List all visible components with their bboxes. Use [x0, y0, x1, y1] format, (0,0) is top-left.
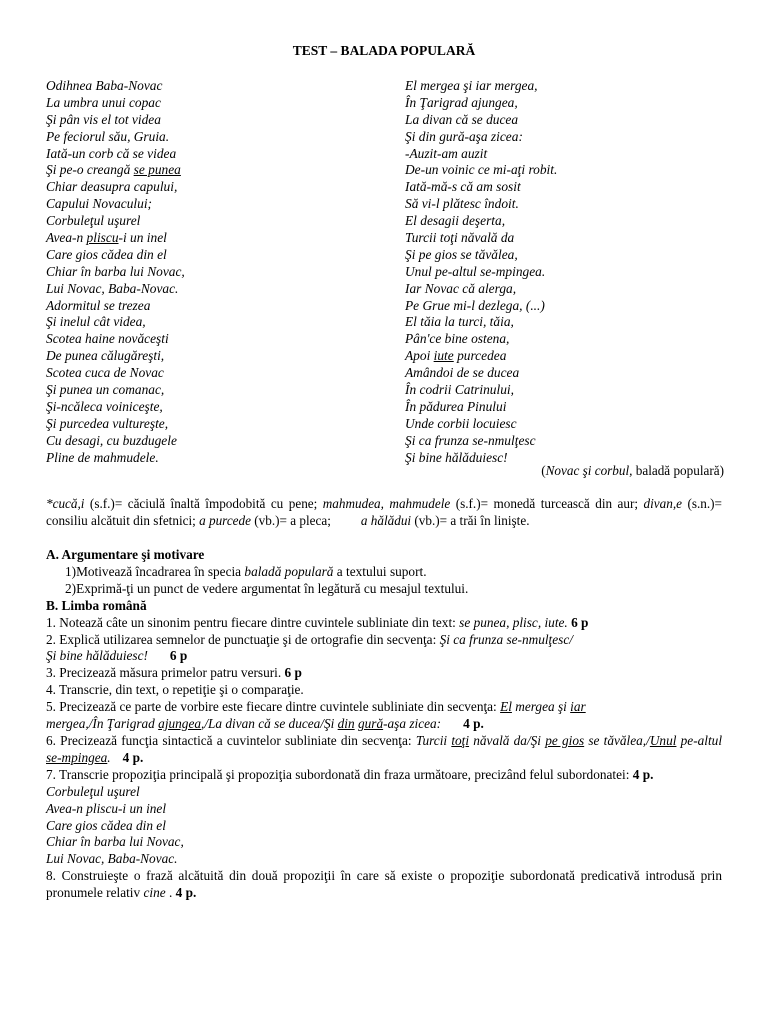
poem-line: -Auzit-am auzit	[405, 145, 488, 161]
source-title: Novac şi corbul,	[545, 463, 633, 478]
gloss-def: (vb.)= a pleca;	[250, 513, 331, 528]
poem-line: Iată-mă-s că am sosit	[405, 179, 521, 195]
gloss-def: (vb.)= a trăi în linişte.	[411, 513, 530, 528]
verse-line: Avea-n pliscu-i un inel	[46, 800, 167, 816]
poem-source	[541, 463, 724, 480]
poem-line: Capului Novacului;	[46, 196, 153, 212]
poem-line: Lui Novac, Baba-Novac.	[46, 280, 179, 296]
poem-line: El desagii deşerta,	[405, 213, 506, 229]
poem-line: El mergea şi iar mergea,	[405, 78, 538, 93]
poem-line: De-un voinic ce mi-aţi robit.	[405, 162, 558, 178]
question-a2: 2)Exprimă-ţi un punct de vedere argumentat în legătură cu mesajul textului.	[65, 580, 469, 596]
poem-line: Unde corbii locuiesc	[405, 415, 517, 431]
poem-line: Care gios cădea din el	[46, 246, 167, 262]
gloss-def: (s.f.)= monedă turcească din aur;	[450, 496, 644, 511]
poem-line: Avea-n pliscu-i un inel	[46, 230, 167, 246]
poem-line: Iată-un corb că se videa	[46, 145, 177, 161]
question-b4: 4. Transcrie, din text, o repetiţie şi o comparaţie.	[46, 682, 304, 698]
poem-line: Pân'ce bine ostena,	[405, 331, 510, 347]
poem-line: Chiar deasupra capului,	[46, 179, 178, 195]
poem-line: El tăia la turci, tăia,	[405, 314, 514, 330]
poem-left-column	[46, 78, 185, 466]
poem-line: Chiar în barba lui Novac,	[46, 263, 185, 279]
page-title: TEST – BALADA POPULARĂ	[292, 43, 476, 58]
question-b7-verses	[46, 784, 722, 869]
gloss-word: mahmudea, mahmudele	[322, 496, 451, 511]
poem-line: Şi inelul cât videa,	[46, 314, 146, 330]
poem-line: Turcii toţi năvală da	[405, 230, 515, 246]
poem-line: Şi pân vis el tot videa	[46, 111, 161, 127]
poem-line: În Ţarigrad ajungea,	[405, 94, 518, 110]
question-b7: 7. Transcrie propoziţia principală şi propoziţia subordonată din fraza următoare, precizând felul subordonatei: 4 p.	[46, 766, 654, 782]
verse-line: Chiar în barba lui Novac,	[46, 834, 184, 850]
gloss-word: a hălădui	[360, 513, 412, 528]
underlined-word: pliscu	[86, 230, 119, 246]
poem-line: Scotea cuca de Novac	[46, 365, 164, 381]
poem-line: Şi purcedea vultureşte,	[46, 415, 169, 431]
question-b3: 3. Precizează măsura primelor patru versuri. 6 p	[46, 665, 302, 681]
poem-line: La divan că se ducea	[405, 111, 519, 127]
poem-line: Pe Grue mi-l dezlega, (...)	[405, 297, 545, 313]
poem-line: Unul pe-altul se-mpingea.	[405, 263, 546, 279]
poem-line: Şi bine hălăduiesc!	[405, 449, 508, 465]
source-rest: baladă populară)	[632, 463, 724, 478]
question-a1: 1)Motivează încadrarea în specia baladă populară a textului suport.	[65, 563, 427, 579]
verse-line: Corbuleţul uşurel	[46, 783, 140, 799]
underlined-word: se punea	[133, 162, 181, 178]
poem-line: Odihnea Baba-Novac	[46, 78, 163, 93]
poem-line: La umbra unui copac	[46, 94, 161, 110]
underlined-word: iute	[433, 348, 454, 364]
poem-line: Iar Novac că alerga,	[405, 280, 517, 296]
poem-line: Corbuleţul uşurel	[46, 213, 141, 229]
question-b8: 8. Construieşte o frază alcătuită din două propoziţii în care să existe o propoziţie subordonată predicativă introdusă prin pronumele relativ cine . 4 p.	[46, 868, 722, 901]
gloss-word: *cucă,i	[46, 496, 85, 511]
poem-line: Cu desagi, cu buzdugele	[46, 432, 177, 448]
gloss-def: (s.n.)= consiliu alcătuit din sfetnici;	[46, 496, 722, 528]
poem-line: Şi ca frunza se-nmulţesc	[405, 432, 536, 448]
poem-line: Pe feciorul său, Gruia.	[46, 128, 170, 144]
gloss-word: divan,e	[643, 496, 682, 511]
glossary	[46, 495, 722, 529]
poem-line: Să vi-l plătesc îndoit.	[405, 196, 519, 212]
question-b2: 2. Explică utilizarea semnelor de punctuaţie şi de ortografie din secvenţa: Şi ca frunza se-nmulţesc/ Şi bine hălăduiesc! 6 p	[46, 631, 573, 664]
poem-line: Apoi iute purcedea	[405, 348, 507, 364]
poem-line: De punea călugăreşti,	[46, 348, 165, 364]
poem-line: Amândoi de se ducea	[405, 365, 520, 381]
poem-line: Şi-ncăleca voiniceşte,	[46, 398, 163, 414]
gloss-def: (s.f.)= căciulă înaltă împodobită cu pene;	[84, 496, 323, 511]
verse-line: Lui Novac, Baba-Novac.	[46, 851, 178, 867]
poem-line: În codrii Catrinului,	[405, 382, 514, 398]
poem-line: Adormitul se trezea	[46, 297, 151, 313]
poem-right-column	[405, 78, 557, 466]
poem-line: Pline de mahmudele.	[46, 449, 159, 465]
question-b1: 1. Notează câte un sinonim pentru fiecare dintre cuvintele subliniate din text: se punea, plisc, iute. 6 p	[46, 614, 589, 630]
poem-line: În pădurea Pinului	[405, 398, 507, 414]
poem-line: Şi punea un comanac,	[46, 382, 165, 398]
poem-line: Scotea haine novăceşti	[46, 331, 169, 347]
verse-line: Care gios cădea din el	[46, 817, 166, 833]
gloss-word: a purcede	[199, 513, 251, 528]
poem-line: Şi din gură-aşa zicea:	[405, 128, 523, 144]
questions	[46, 547, 722, 902]
poem-line: Şi pe-o creangă se punea	[46, 162, 181, 178]
source-open: (	[541, 463, 546, 478]
question-b6: 6. Precizează funcţia sintactică a cuvintelor subliniate din secvenţa: Turcii toţi năvală da/Şi pe gios se tăvălea,/Unul pe-altul se-mpingea. 4 p.	[46, 732, 723, 765]
poem-line: Şi pe gios se tăvălea,	[405, 246, 518, 262]
section-b-heading: B. Limba română	[46, 597, 147, 613]
section-a-heading: A. Argumentare şi motivare	[46, 547, 205, 562]
question-b5: 5. Precizează ce parte de vorbire este fiecare dintre cuvintele subliniate din secvenţa: El mergea şi iar mergea,/În Ţarigrad ajungea,/La divan că se ducea/Şi din gură-aşa zicea: 4 p.	[46, 699, 586, 732]
